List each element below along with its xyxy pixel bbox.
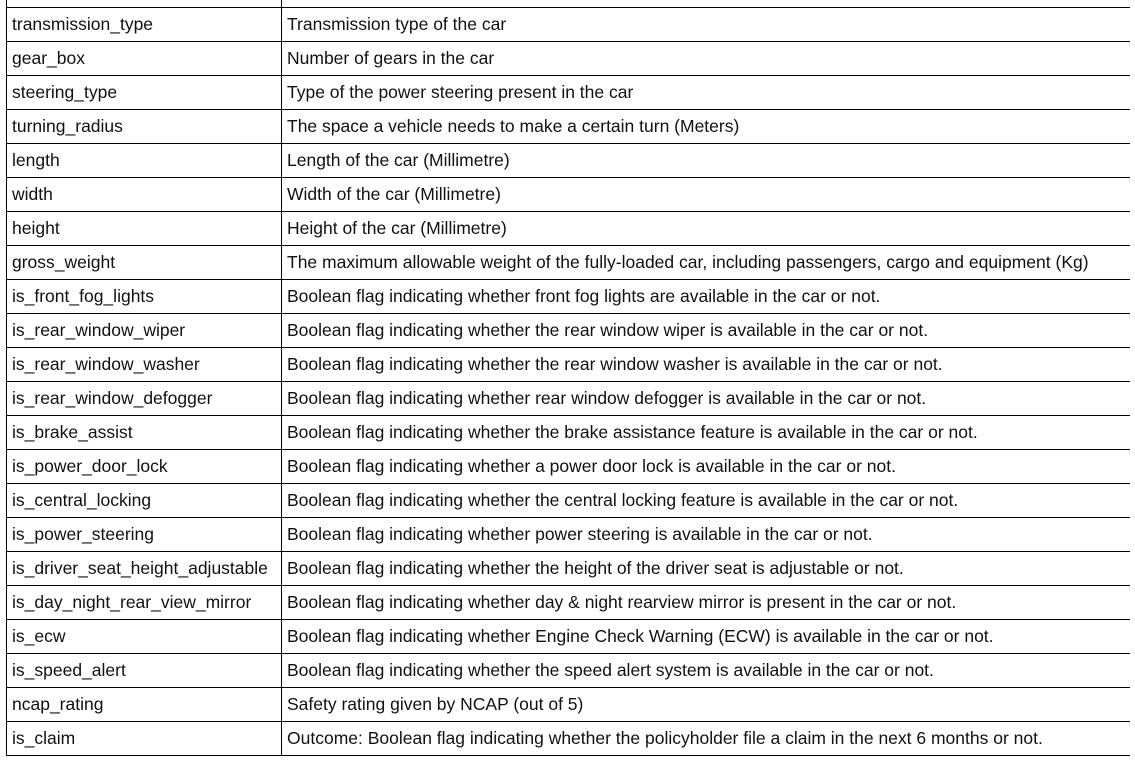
field-description-cell: Length of the car (Millimetre)	[282, 144, 1131, 178]
field-description-cell: The space a vehicle needs to make a certain turn (Meters)	[282, 110, 1131, 144]
field-name-cell: turning_radius	[7, 110, 282, 144]
field-name-cell: is_day_night_rear_view_mirror	[7, 586, 282, 620]
field-description-cell: Boolean flag indicating whether day & night rearview mirror is present in the car or not.	[282, 586, 1131, 620]
table-row	[7, 416, 1131, 450]
field-name-cell: is_power_door_lock	[7, 450, 282, 484]
field-name-cell: width	[7, 178, 282, 212]
field-description-cell: Boolean flag indicating whether front fog lights are available in the car or not.	[282, 280, 1131, 314]
field-description-cell: Boolean flag indicating whether the rear window washer is available in the car or not.	[282, 348, 1131, 382]
field-description-cell: Boolean flag indicating whether the speed alert system is available in the car or not.	[282, 654, 1131, 688]
field-name-cell: gear_box	[7, 42, 282, 76]
field-description-cell: Width of the car (Millimetre)	[282, 178, 1131, 212]
field-name-cell: is_rear_window_washer	[7, 348, 282, 382]
field-name-cell	[7, 0, 282, 8]
table-row	[7, 450, 1131, 484]
table-row	[7, 8, 1131, 42]
field-name-cell: is_driver_seat_height_adjustable	[7, 552, 282, 586]
table-row	[7, 484, 1131, 518]
table-row	[7, 246, 1131, 280]
table-row	[7, 688, 1131, 722]
field-description-cell: Transmission type of the car	[282, 8, 1131, 42]
field-description-cell: Boolean flag indicating whether the brake assistance feature is available in the car or not.	[282, 416, 1131, 450]
field-description-cell: Boolean flag indicating whether Engine Check Warning (ECW) is available in the car or not.	[282, 620, 1131, 654]
field-description-cell: Height of the car (Millimetre)	[282, 212, 1131, 246]
field-name-cell: is_rear_window_defogger	[7, 382, 282, 416]
table-row	[7, 382, 1131, 416]
field-description-cell	[282, 0, 1131, 8]
field-name-cell: gross_weight	[7, 246, 282, 280]
table-row	[7, 348, 1131, 382]
field-name-cell: is_claim	[7, 722, 282, 756]
field-description-cell: Outcome: Boolean flag indicating whether the policyholder file a claim in the next 6 months or not.	[282, 722, 1131, 756]
field-description-cell: Number of gears in the car	[282, 42, 1131, 76]
field-description-cell: Safety rating given by NCAP (out of 5)	[282, 688, 1131, 722]
field-description-cell: The maximum allowable weight of the fully-loaded car, including passengers, cargo and equipment (Kg)	[282, 246, 1131, 280]
table-row	[7, 314, 1131, 348]
table-row	[7, 144, 1131, 178]
field-name-cell: is_brake_assist	[7, 416, 282, 450]
table-row	[7, 586, 1131, 620]
field-description-cell: Boolean flag indicating whether rear window defogger is available in the car or not.	[282, 382, 1131, 416]
field-name-cell: is_rear_window_wiper	[7, 314, 282, 348]
field-description-cell: Boolean flag indicating whether the rear window wiper is available in the car or not.	[282, 314, 1131, 348]
field-description-cell: Type of the power steering present in the car	[282, 76, 1131, 110]
field-description-cell: Boolean flag indicating whether the central locking feature is available in the car or not.	[282, 484, 1131, 518]
field-name-cell: is_central_locking	[7, 484, 282, 518]
table-row	[7, 280, 1131, 314]
table-row	[7, 76, 1131, 110]
field-name-cell: is_speed_alert	[7, 654, 282, 688]
table-row	[7, 654, 1131, 688]
field-name-cell: steering_type	[7, 76, 282, 110]
field-description-cell: Boolean flag indicating whether the height of the driver seat is adjustable or not.	[282, 552, 1131, 586]
field-name-cell: is_power_steering	[7, 518, 282, 552]
field-description-cell: Boolean flag indicating whether a power door lock is available in the car or not.	[282, 450, 1131, 484]
table-row	[7, 178, 1131, 212]
table-row	[7, 552, 1131, 586]
data-dictionary-table	[6, 0, 1130, 756]
data-dictionary-table-container	[6, 0, 1130, 775]
table-row	[7, 620, 1131, 654]
table-body	[7, 0, 1131, 756]
table-row	[7, 518, 1131, 552]
field-name-cell: is_ecw	[7, 620, 282, 654]
field-name-cell: length	[7, 144, 282, 178]
table-row-partial	[7, 0, 1131, 8]
field-name-cell: is_front_fog_lights	[7, 280, 282, 314]
field-description-cell: Boolean flag indicating whether power steering is available in the car or not.	[282, 518, 1131, 552]
table-row	[7, 42, 1131, 76]
field-name-cell: height	[7, 212, 282, 246]
table-row	[7, 110, 1131, 144]
field-name-cell: transmission_type	[7, 8, 282, 42]
table-row	[7, 722, 1131, 756]
table-row	[7, 212, 1131, 246]
field-name-cell: ncap_rating	[7, 688, 282, 722]
